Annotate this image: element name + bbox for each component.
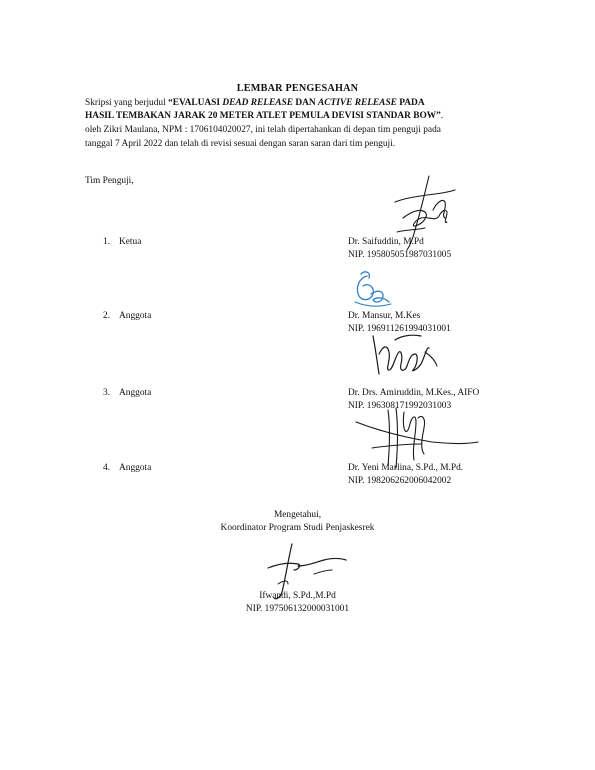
examiner-nip: NIP. 196911261994031001: [348, 324, 451, 334]
examiner-number: 4.: [103, 463, 111, 473]
examiner-name: Dr. Mansur, M.Kes: [348, 311, 421, 321]
intro-line-4: tanggal 7 April 2022 dan telah di revisi sesuai dengan saran saran dari tim penguji.: [85, 139, 396, 149]
examiner-number: 2.: [103, 311, 111, 321]
signature-5-icon: [258, 540, 353, 602]
signature-3-icon: [365, 326, 445, 384]
acknowledgement-position: Koordinator Program Studi Penjaskesrek: [220, 523, 375, 533]
intro-line-1: Skripsi yang berjudul “EVALUASI DEAD RELEASE DAN ACTIVE RELEASE PADA: [85, 98, 425, 108]
examiner-name: Dr. Yeni Marlina, S.Pd., M.Pd.: [348, 463, 464, 473]
signature-1-icon: [385, 172, 465, 254]
examiner-name: Dr. Saifuddin, M.Pd: [348, 237, 424, 247]
examiner-nip: NIP. 195805051987031005: [348, 250, 452, 260]
examiner-number: 3.: [103, 388, 111, 398]
acknowledgement-label: Mengetahui,: [273, 510, 322, 520]
team-label: Tim Penguji,: [85, 176, 134, 186]
page-title: LEMBAR PENGESAHAN: [236, 83, 359, 94]
examiner-role: Anggota: [119, 311, 152, 321]
examiner-name: Dr. Drs. Amiruddin, M.Kes., AIFO: [348, 388, 480, 398]
examiner-role: Anggota: [119, 388, 152, 398]
intro-line-2: HASIL TEMBAKAN JARAK 20 METER ATLET PEMULA DEVISI STANDAR BOW”.: [85, 111, 444, 121]
examiner-role: Anggota: [119, 463, 152, 473]
examiner-nip: NIP. 196308171992031003: [348, 401, 452, 411]
examiner-nip: NIP. 198206262006042002: [348, 476, 452, 486]
intro-line-3: oleh Zikri Maulana, NPM : 1706104020027, ini telah dipertahankan di depan tim penguji pada: [85, 125, 441, 135]
examiner-number: 1.: [103, 237, 111, 247]
acknowledgement-nip: NIP. 197506132000031001: [245, 604, 350, 614]
signature-4-icon: [352, 404, 482, 476]
acknowledgement-name: Ifwandi, S.Pd.,M.Pd: [259, 591, 336, 601]
signature-2-icon: [347, 268, 397, 318]
examiner-role: Ketua: [119, 237, 142, 247]
